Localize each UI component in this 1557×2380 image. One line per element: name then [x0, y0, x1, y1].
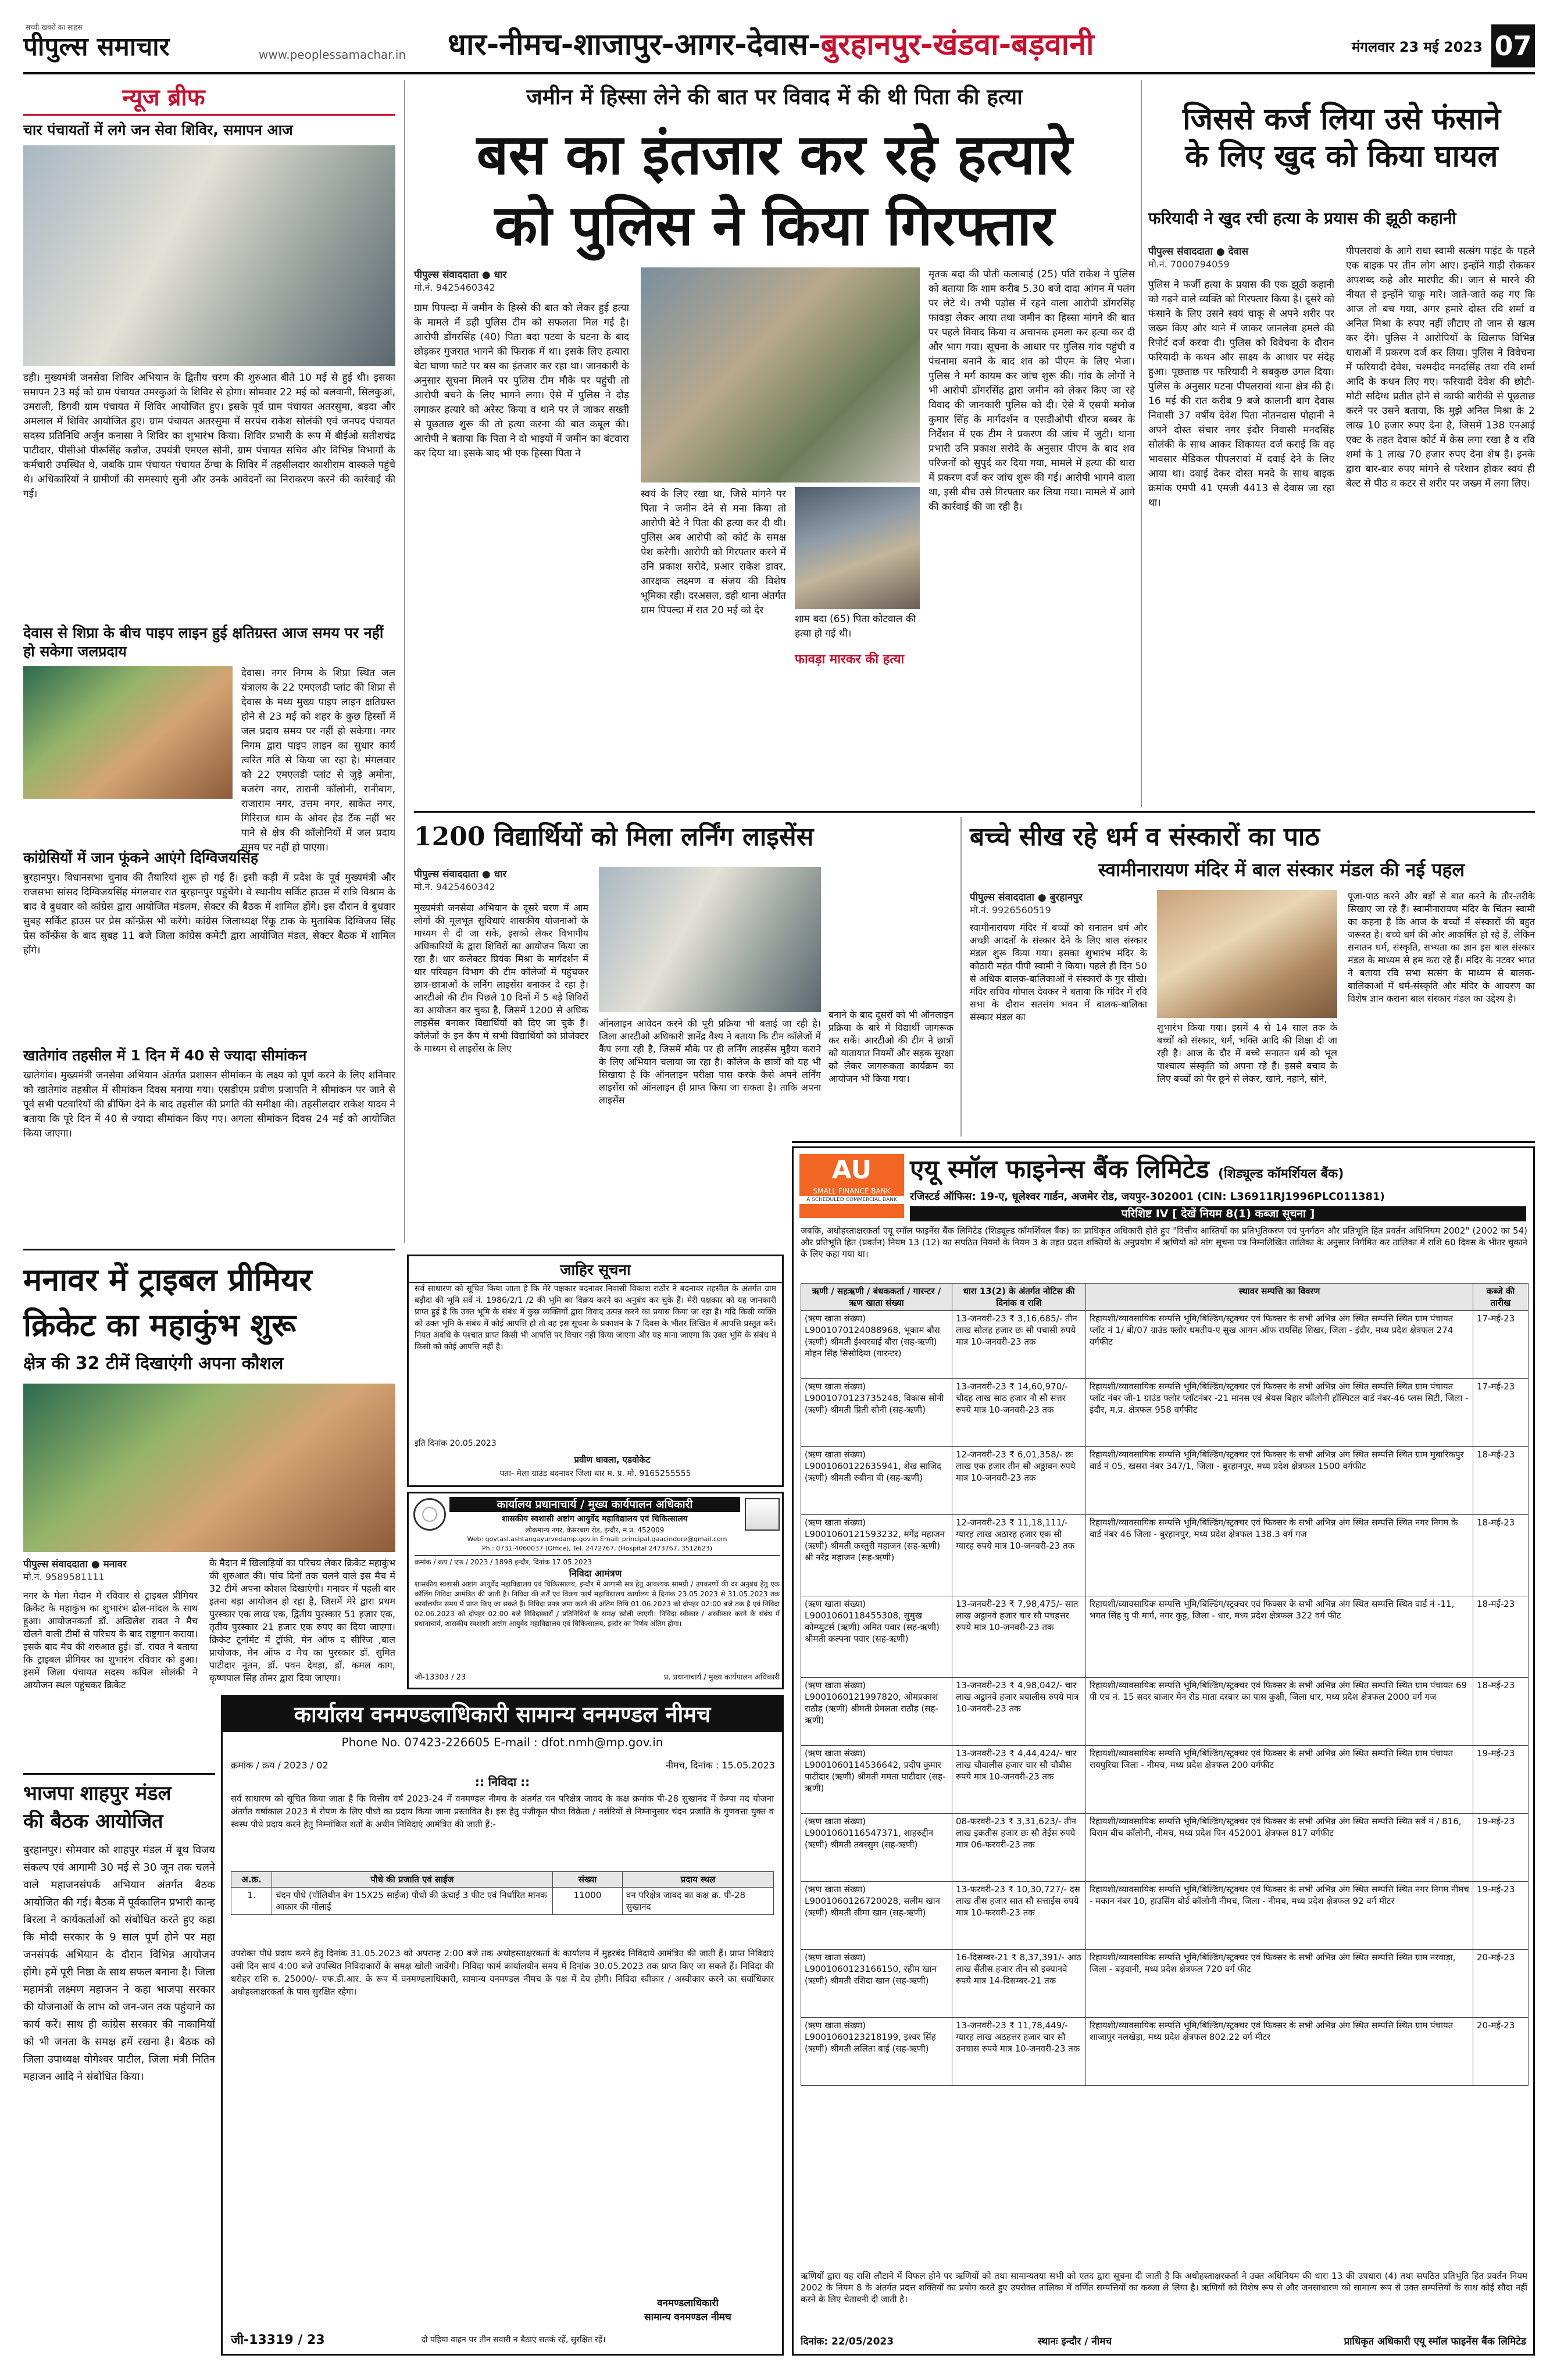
au-sign-place: स्थानः इन्दौर / नीमच [1038, 2336, 1112, 2347]
murder-victim-photo [795, 487, 920, 609]
table-row [801, 1950, 1529, 2018]
notice-date: इति दिनांक 20.05.2023 [415, 1439, 497, 1448]
murder-col-3: मृतक बदा की पोती कलाबाई (25) पति राकेश ने पुलिस को बताया कि शाम करीब 5.30 बजे दादा आंगन में पलंग पर लेटे थे। तभी पड़ोस में रहने वाला आरोपी डोंगरसिंह फावड़ा लेकर आया तथा जमीन का हिस्सा मांगने की बात पर पहले विवाद किया व अचानक हमला कर हत्या कर दी और भाग गया। सूचना के आधार पर पुलिस गांव पहुंची व पंचनामा बनाने के बाद शव को पीएम के लिए भेजा। पुलिस ने मर्ग कायम कर जांच शुरू की। गांव के लोगों ने भी आरोपी डोंगरसिंह द्वारा जमीन को लेकर किए जा रहे विवाद की जानकारी पुलिस को दी। ऐसे में एसपी मनोज कुमार सिंह के मार्गदर्शन व एसडीओपी धीरज बब्बर के निर्देशन में एक टीम ने प्रकरण की जांच में जुटी। थाना प्रभारी उनि प्रकाश सरोदे के अनुसार पीएम के बाद शव परिजनों को सुपुर्द कर दिया गया, मामले में हत्या की धारा में प्रकरण दर्ज कर जांच शुरू की गई। आरोपी भागने वाला था, इसी बीच उसे गिरफ्तार कर लिया गया। मामले में आगे की कार्रवाई की जा रही है। [929, 269, 1135, 513]
notice-body: सर्व साधारण को सूचित किया जाता है कि मेरे पक्षकार बदनावर निवासी विकाश राठौर ने बदनावर तहसील के अंतर्गत ग्राम बड़ौदा की भूमि सर्वे नं. 1986/2/1 /2 की भूमि का विक्रय करने का अनुबंध कर चुके हैं। मेरी पक्षकार को यह जानकारी प्राप्त हुई है कि उक्त भूमि के संबंध में कुछ व्यक्तियों द्वारा विवाद उत्पन्न करने का प्रयास किया जा रहा है। यदि किसी व्यक्ति को उक्त भूमि के संबंध में कोई आपत्ति हो तो वह इस सूचना के प्रकाशन के 7 दिवस के भीतर लिखित में आपत्ति प्रस्तुत करें। नियत अवधि के पश्चात प्राप्त किसी भी आपत्ति पर विचार नहीं किया जाएगा और यह माना जाएगा कि उक्त भूमि के संबंध में किसी को कोई आपत्ति नहीं है। [415, 1284, 776, 1352]
bjp-headline-1: भाजपा शाहपुर मंडल [23, 1782, 172, 1805]
loan-col-2: पीपलरावां के आगे राधा स्वामी सत्संग पाइंट के पहले एक बाइक पर तीन लोग आए। इन्होंने गाड़ी रोककर अपशब्द कहे और मारपीट की। जान से मारने की नीयत से इन्होंने चाकू मारे। जाते-जाते कह गए कि आज तो बच गया, अगर हमारे दोस्त रवि शर्मा व अनिल मिश्रा के रुपए नहीं लौटाए तो जान से खत्म कर देंगे। पुलिस ने आरोपियों के खिलाफ विभिन्न धाराओं में प्रकरण दर्ज कर लिया। पुलिस ने विवेचना में फरियादी देवेश, चश्मदीद मनदसिंह तथा रवि शर्मा आदि के कथन लिए गए। फरियादी देवेश की छोटी-मोटी सदिग्ध प्रतीत होने से काफी बारीकी से पूछताछ करने पर उसने बताया, कि मुझे अनिल मिश्रा के 2 लाख 10 हजार रुपए देना है, जिसमें 138 एनआई एक्ट के तहत देवास कोर्ट में केस लगा रखा है व रवि शर्मा के 1 लाख 70 हजार रुपए देना शेष है। इनके द्वारा बार-बार रुपए मांगने से परेशान होकर स्वयं ही बेल्ट से पीठ व कटर से शरीर पर जख्म में लगा लिए। [1346, 245, 1535, 489]
byline-place: बुरहानपुर [1049, 892, 1083, 903]
cricket-headline-1: मनावर में ट्राइबल प्रीमियर [23, 1261, 312, 1298]
property-cell: रिहायशी/व्यावसायिक सम्पत्ति भूमि/बिल्डिंग/स्ट्रक्चर एवं फिक्सर के सभी अभिन्न अंग स्थित सम्पत्ति स्थित ग्राम पंचायत शाजापुर नलखेड़ा, मध्य प्रदेश क्षेत्रफल 802.22 वर्ग मीटर [1086, 2018, 1473, 2086]
cricket-deck: क्षेत्र की 32 टीमें दिखाएंगी अपना कौशल [23, 1353, 284, 1374]
brief-3-headline: कांग्रेसियों में जान फूंकने आएंगे दिग्विजयसिंह [23, 849, 259, 866]
cricket-col-2: के मैदान में खिलाड़ियों का परिचय लेकर क्रिकेट महाकुंभ की शुरुआत की। पांच दिनों तक चलने वाले इस मैच में 32 टीमें अपना कौशल दिखाएंगी। मनावर में पहली बार इतना बड़ा आयोजन हो रहा है, जिसमें मेरे द्वारा प्रथम पुरस्कार एक लाख एक, द्वितीय पुरस्कार 51 हजार एक, तृतीय पुरस्कार 21 हजार एक रुपए का दिया जाएगा। क्रिकेट टूर्नामेंट में ट्रॉफी, मेन ऑफ द सीरिज ,बाल प्रायोजक, मेन ऑफ द मैच का पुरस्कार डॉ. सुमित पाटीदार नूतन, डॉ. पवन देवड़ा, डॉ. कमल काग, कृष्णपाल सिंह तोमर द्वारा दिया जाएगा। [209, 1557, 395, 1684]
temple-deck: स्वामीनारायण मंदिर में बाल संस्कार मंडल की नई पहल [1098, 859, 1465, 881]
murder-kicker: जमीन में हिस्सा लेने की बात पर विवाद में की थी पिता की हत्या [526, 84, 1023, 109]
borrower-cell: (ऋण खाता संख्या) L9001060118455308, सुमुख कोम्प्युटर्स (ऋणी) अमित पवार (सह-ऋणी) श्रीमती कल्पना पवार (सह-ऋणी) [801, 1596, 952, 1678]
notice-cell: 13-जनवरी-23 ₹ 4,98,042/- चार लाख अट्ठानवे हजार बयालीस रुपये मात्र 10-जनवरी-23 तक [952, 1678, 1086, 1746]
bjp-body: बुरहानपुर। सोमवार को शाहपुर मंडल में बूथ विजय संकल्प एवं आगामी 30 मई से 30 जून तक चलने वाले महाजनसंपर्क अभियान अंतर्गत बैठक आयोजित की गई। बैठक में पूर्वकालिन प्रभारी कान्ह बिरला ने कार्यकर्ताओं को संबोधित करते हुए कहा कि मोदी सरकार के 9 साल पूर्ण होने पर महा जनसंपर्क अभियान के दौरान विभिन्न आयोजन होंगे। हमें पूरी निष्ठा के साथ सफल बनाना है। जिला महामंत्री लक्ष्मण महाजन ने कहा भाजपा सरकार की योजनाओं के लाभ को जन-जन तक पहुंचाने का कार्य करें। साथ ही कांग्रेस सरकार की नाकामियों को भी जनता के समक्ष हमें रखना है। बैठक को जिला उपाध्यक्ष योगेश्वर पाटील, जिला मंत्री नितिन महाजन आदि ने संबोधित किया। [23, 1844, 216, 2083]
au-bank-name [910, 1153, 1526, 1191]
forest-table-header [231, 1872, 774, 1888]
byline-phone: मो.नं. 9589581111 [23, 1571, 105, 1582]
page-number: 07 [1491, 24, 1535, 67]
notice-signer: प्रवीण धावला, एडवोकेट [574, 1455, 651, 1465]
forest-footer-note: दो पहिया वाहन पर तीन सवारी न बैठाएं सतर्क रहें, सुरक्षित रहें। [421, 2335, 606, 2345]
loan-byline-block: पीपुल्स संवाददाता ● देवास मो.नं. 7000794059 [1148, 244, 1334, 270]
bank-name-suffix: (शिड्यूल्ड कॉमर्शियल बैंक) [1217, 1167, 1344, 1181]
bjp-story [23, 1778, 215, 2356]
property-cell: रिहायशी/व्यावसायिक सम्पत्ति भूमि/बिल्डिंग/स्ट्रक्चर एवं फिक्सर के सभी अभिन्न अंग स्थित सम्पत्ति स्थित ग्राम मुबारिकपुर वार्ड नं 05, खसरा नंबर 347/1, जिला - बुरहानपुर, मध्य प्रदेश क्षेत्रफल 1500 वर्गफीट [1086, 1447, 1473, 1515]
license-headline: 1200 विद्यार्थियों को मिला लर्निंग लाइसेंस [414, 822, 814, 852]
possession-date-cell: 19-मई-23 [1473, 1746, 1529, 1814]
header-date: कब्जे की तारीख [1473, 1284, 1529, 1311]
possession-date-cell: 17-मई-23 [1473, 1379, 1529, 1447]
murder-photo-caption: फावड़ा मारकर की हत्या [795, 652, 905, 667]
byline-name: पीपुल्स संवाददाता [414, 869, 478, 880]
table-row [801, 1379, 1529, 1447]
forest-body: उपरोक्त पौधे प्रदाय करने हेतु दिनांक 31.05.2023 को अपरान्ह 2:00 बजे तक अधोहस्ताक्षरकर्ता के कार्यालय में मुहरबंद निविदायें आमंत्रित की जाती हैं। प्राप्त निविदाएं उसी दिन सायं 4:00 बजे उपस्थित निविदाकारों के समक्ष खोली जावेंगी। निविदा फार्म कार्यालयीन समय में दिनांक 30.05.2023 तक प्राप्त किए जा सकते हैं। निविदा की धरोहर राशि रु. 25000/- एफ.डी.आर. के रूप में वनमण्डलाधिकारी, सामान्य वनमण्डल नीमच के पक्ष में देय होगी। निविदा स्वीकार / अस्वीकार करने का सर्वाधिकार अधोहस्ताक्षरकर्ता के पास सुरक्षित रहेगा। [231, 1948, 774, 1997]
forest-table [231, 1871, 774, 1915]
forest-title: कार्यालय वनमण्डलाधिकारी सामान्य वनमण्डल नीमच [223, 1697, 782, 1732]
left-rule-2 [23, 1249, 395, 1250]
temple-col-1: स्वामीनारायण मंदिर में बच्चों को सनातन धर्म और अच्छी आदतों के संस्कार देने के लिए बाल संस्कार मंडल शुरू किया गया। इसका शुभारंभ मंदिर के कोठारी महंत पीपी स्वामी ने किया। पहले ही दिन 50 से अधिक बालक-बालिकाओं ने संस्कारों के गुर सीखे। मंदिर सचिव गोपाल देवकर ने बताया कि मंदिर में रवि सभा के दौरान सतसंग भवन में बालक-बालिका संस्कार मंडल का [970, 922, 1147, 1023]
region-black: धार-नीमच-शाजापुर-आगर-देवास- [448, 27, 821, 62]
notice-cell: 13-जनवरी-23 ₹ 4,44,424/- चार लाख चौवालीस हजार चार सौ चौबीस रुपये मात्र 10-जनवरी-23 तक [952, 1746, 1086, 1814]
au-bank-ad [792, 1146, 1535, 2356]
region-red: बुरहानपुर-खंडवा-बड़वानी [820, 27, 1094, 62]
notice-cell: 13-फरवरी-23 ₹ 10,30,727/- दस लाख तीस हजार सात सौ सत्ताईस रुपये मात्र 10-फरवरी-23 तक [952, 1882, 1086, 1950]
murder-loan-divider [1141, 80, 1142, 807]
murder-col-1: ग्राम पिपल्दा में जमीन के हिस्से की बात को लेकर हुई हत्या के मामले में डही पुलिस टीम को सफलता मिल गई है। आरोपी डोंगरसिंह (40) पिता बदा पटवा के घटना के बाद छोड़कर गुजरात भागने की फिराक में था। इसके लिए हत्यारा बेटा घाणा फाटे पर बस का इंतजार कर रहा था। जानकारी के अनुसार सूचना मिलने पर पुलिस टीम मौके पर पहुंची तो आरोपी बचने के लिए भागने लगा। ऐसे में पुलिस ने दौड़ लगाकर हत्यारे को अरेस्ट किया व थाने पर ले जाकर सख्ती से पूछताछ शुरू की तो हत्या करना की बात कबूल की। आरोपी ने बताया कि पिता ने दो भाइयों में जमीन का बंटवारा कर दिया था। इसके बाद भी एक हिस्सा पिता ने [414, 302, 629, 459]
borrower-cell: (ऋण खाता संख्या) L9001060116547371, शाहरुद्दीन (ऋणी) श्रीमती तबस्सुम (सह-ऋणी) [801, 1814, 952, 1882]
au-logo-sub: SMALL FINANCE BANK [813, 1187, 891, 1195]
ayush-logo-icon [745, 1498, 780, 1531]
possession-date-cell: 18-मई-23 [1473, 1447, 1529, 1515]
au-footer: ऋणियों द्वारा यह राशि लौटाने में विफल होने पर ऋणियों को तथा सामान्यतया सभी को एतद द्वारा सूचना दी जाती है कि अधोहस्ताक्षरकर्ता ने उक्त अधिनियम की धारा 13 की उपधारा (4) तथा सपठित प्रतिभूति हित प्रवर्तन नियम 2002 के नियम 8 के अंतर्गत प्रदत्त शक्तियों का प्रयोग करते हुए उपरोक्त तालिका में वर्णित सम्पत्तियों का कब्जा ले लिया है। ऋणियों को विशेष रूप से और जनसाधारण को सामान्य रूप से उक्त सम्पत्तियों के साथ कोई सौदा नहीं करने के लिए चेतावनी दी जाती है। [801, 2271, 1527, 2304]
property-cell: रिहायशी/व्यावसायिक सम्पत्ति भूमि/बिल्डिंग/स्ट्रक्चर एवं फिक्सर के सभी अभिन्न अंग स्थित सम्पत्ति स्थित नगर निगम के वार्ड नंबर 46 जिला - बुरहानपुर, मध्य प्रदेश क्षेत्रफल 138.3 वर्ग गज [1086, 1515, 1473, 1596]
possession-date-cell: 17-मई-23 [1473, 1311, 1529, 1379]
ayurveda-signer: प्र. प्रधानाचार्य / मुख्य कार्यपालन अधिकारी [664, 1673, 780, 1682]
byline-place: मनावर [103, 1559, 127, 1570]
table-row [801, 1311, 1529, 1379]
table-row [801, 1678, 1529, 1746]
license-byline-block: पीपुल्स संवाददाता ● धार मो.नं. 9425460342 [414, 867, 600, 893]
news-brief-column [23, 80, 395, 1249]
borrower-cell: (ऋण खाता संख्या) L9001060114536642, प्रदीप कुमार पाटीदार (ऋणी) श्रीमती ममता पाटीदार (सह-ऋणी) [801, 1746, 952, 1814]
left-rule-3 [23, 1773, 215, 1775]
temple-col-3: पूजा-पाठ करने और बड़ों से बात करने के तौर-तरीके सिखाए जा रहे हैं। स्वामीनारायण मंदिर के चिंतन स्वामी का कहना है कि आज के बच्चों में संस्कारों की बहुत जरूरत है। बच्चे धर्म की ओर आकर्षित हो रहे हैं, लेकिन सनातन धर्म, संस्कृति, सभ्यता का ज्ञान इस बाल संस्कार मंडल के माध्यम से हम करा रहे हैं। मंदिर के नटवर भगत ने बताया रवि सभा सत्संग के माध्यम से बालक-बालिकाओं में धर्म-संस्कृति और मंदिर के आचरण का विशेष ज्ञान कराना बाल संस्कार मंडल का उद्देश्य है। [1348, 891, 1535, 1004]
au-sign-by: प्राधिकृत अधिकारी एयू स्मॉल फाइनेंस बैंक लिमिटेड [1344, 2336, 1526, 2347]
ayurveda-phones: Ph.: 0731-4060037 (Office), Tel. 2472767, (Hospital 2473767, 3512623) [481, 1545, 713, 1552]
forest-ref-left: क्रमांक / क्रय / 2023 / 02 [231, 1760, 328, 1771]
brief-3-body: बुरहानपुर। विधानसभा चुनाव की तैयारियां शुरू हो गई हैं। इसी कड़ी में प्रदेश के पूर्व मुख्यमंत्री और राजसभा सांसद दिग्विजयसिंह मंगलवार रात बुरहानपुर पहुंचेंगे। वे स्थानीय सर्किट हाउस में रात्रि विश्राम के बाद वे बुधवार को कांग्रेस द्वारा आयोजित मंडलम, सेक्टर की बैठक में शामिल होंगे। इस दौरान वे बुधवार सुबह सर्किट हाउस पर प्रेस कॉन्फ्रेंस भी करेंगे। कांग्रेस जिलाध्यक्ष रिंकू टाक के मुताबिक दिग्विजय सिंह प्रेस कॉन्फ्रेंस के बाद सुबह 11 बजे जिला कांग्रेस कमेटी द्वारा आयोजित मंडल, सेक्टर बैठक में शामिल होंगे। [23, 872, 395, 956]
ayurveda-contacts: Web: govtasl.ashtangayurvedamp.gov.in Email: principal.gaacindore@gmail.com [467, 1535, 727, 1543]
au-intro: जबकि, अधोहस्ताक्षरकर्ता एयू स्मॉल फाइनेंस बैंक लिमिटेड (शिड्यूल्ड कॉमर्शियल बैंक) का प्राधिकृत अधिकारी होते हुए "वित्तीय आस्तियों का प्रतिभूतिकरण एवं पुनर्गठन और प्रतिभूति हित प्रवर्तन अधिनियम 2002" (2002 का 54) और प्रतिभूति हित (प्रवर्तन) नियम 13 (12) का सपठित नियमों के नियम 3 के तहत प्रदत्त शक्तियों के अनुप्रयोग में ऋणियों को मांग सूचना पत्र निम्नलिखित तालिका के अनुसार निर्गमित कर तालिका में राशि 60 दिवस के भीतर चुकाने के लिए कहा गया था। [801, 1225, 1527, 1259]
property-cell: रिहायशी/व्यावसायिक सम्पत्ति भूमि/बिल्डिंग/स्ट्रक्चर एवं फिक्सर के सभी अभिन्न अंग स्थित सम्पत्ति स्थित नगर निगम नीमच - मकान नंबर 10, हाउसिंग बोर्ड कॉलोनी नीमच, जिला - नीमच, मध्य प्रदेश क्षेत्रफल 92 वर्ग मीटर [1086, 1882, 1473, 1950]
au-sign-date: दिनांक: 22/05/2023 [801, 2336, 894, 2347]
byline-phone: मो.नं. 9425460342 [414, 282, 495, 293]
header-serial: अ.क्र. [231, 1872, 272, 1888]
byline-phone: मो.नं. 7000794059 [1148, 259, 1230, 270]
au-registered-office: रजिस्टर्ड ऑफिस: 19-ए, धूलेश्वर गार्डन, अजमेर रोड, जयपुर-302001 (CIN: L36911RJ1996PLC011381) [910, 1191, 1385, 1203]
loan-headline-2: के लिए खुद को किया घायल [1185, 138, 1498, 174]
quantity-cell: 11000 [553, 1888, 623, 1915]
byline-name: पीपुल्स संवाददाता [1148, 246, 1213, 258]
brief-4-body: खातेगांव। मुख्यमंत्री जनसेवा अभियान अंतर्गत प्रशासन सीमांकन के लक्ष्य को पूर्ण करने के लिए शनिवार को खातेगांव तहसील में सीमांकन दिवस मनाया गया। एसडीएम प्रवीण प्रजापति ने सीमांकन पर जाने से पूर्व सभी पटवारियों की ब्रीफिंग देने के बाद तहसील की प्रगति की समीक्षा की। तहसीलदार राकेश यादव ने बताया कि पूरे दिन में 40 से ज्यादा सीमांकन किए गए। अगला सीमांकन दिवस 24 मई को आयोजित किया जाएगा। [23, 1070, 395, 1139]
header-borrower: ऋणी / सहऋणी / बंधककर्ता / गारन्टर / ऋण खाता संख्या [801, 1284, 952, 1311]
notice-cell: 13-जनवरी-23 ₹ 7,98,475/- सात लाख अट्ठानवे हजार चार सौ पचहत्तर रुपये मात्र 10-जनवरी-23 तक [952, 1596, 1086, 1678]
temple-headline: बच्चे सीख रहे धर्म व संस्कारों का पाठ [970, 822, 1320, 852]
property-cell: रिहायशी/व्यावसायिक सम्पत्ति भूमि/बिल्डिंग/स्ट्रक्चर एवं फिक्सर के सभी अभिन्न अंग स्थित सम्पत्ति स्थित ग्राम नरवाड़ा, जिला - बड़वानी, मध्य प्रदेश क्षेत्रफल 720 वर्ग फीट [1086, 1950, 1473, 2018]
table-row [801, 2018, 1529, 2086]
notice-cell: 13-जनवरी-23 ₹ 14,60,970/- चौदह लाख साठ हजार नौ सौ सत्तर रुपये मात्र 10-जनवरी-23 तक [952, 1379, 1086, 1447]
murder-headline-1: बस का इंतजार कर रहे हत्यारे [476, 121, 1073, 187]
murder-col-2: स्वयं के लिए रखा था, जिसे मांगने पर पिता ने जमीन देने से मना किया तो आरोपी बेटे ने पिता की हत्या कर दी थी। पुलिस अब आरोपी को कोर्ट के समक्ष पेश करेगी। आरोपी को गिरफ्तार करने में उनि प्रकाश सरोदे, प्रआर राकेश डावर, आरक्षक लक्ष्मण व संजय की विशेष भूमिका रही। दरअसल, डही थाना अंतर्गत ग्राम पिपल्दा में रात 20 मई को देर [641, 488, 786, 616]
license-col-1: मुख्यमंत्री जनसेवा अभियान के दूसरे चरण में आम लोगों की मूलभूत सुविधाएं शासकीय योजनाओं के माध्यम से दी जा सके, इसको लेकर विभागीय अधिकारियों के द्वारा शिविरों का आयोजन किया जा रहा है। धार कलेक्टर प्रियंक मिश्रा के मार्गदर्शन में धार परिवहन विभाग की टीम कॉलेजों में पहुंचकर छात्र-छात्राओं के लर्निंग लाइसेंस बनाकर दे रहा है। आरटीओ की टीम पिछले 10 दिनों में 5 बड़े शिविरों का आयोजन कर चुका है, जिसमें 1200 से अधिक लाइसेंस बनाकर विद्यार्थियों को दिए जा चुके हैं। कॉलेजों के इन कैंप में सभी विद्यार्थियों को प्रोजेक्टर के माध्यम से लाइसेंस के लिए [414, 902, 588, 1054]
notice-cell: 16-दिसम्बर-21 ₹ 8,37,391/- आठ लाख सैंतीस हजार तीन सौ इक्यानवे रुपये मात्र 14-दिसम्बर-21 तक [952, 1950, 1086, 2018]
forest-intro: सर्व साधारण को सूचित किया जाता है कि वित्तीय वर्ष 2023-24 में वनमण्डल नीमच के अंतर्गत वन परिक्षेत्र जावद के कक्ष क्रमांक पी-28 सुखानंद में केम्पा मद योजना अंतर्गत वर्षाकाल 2023 में रोपण के लिए पौधों का प्रदाय किया जाना प्रस्तावित है। इस हेतु पंजीकृत पौधा विक्रेता / नर्सरियों से निम्नानुसार चंदन प्रजाति के गुणवत्ता युक्त व स्वस्थ पौधे प्रदाय करने हेतु निम्नांकित शर्तों के अधीन निविदाएं आमंत्रित की जाती हैं:- [231, 1793, 774, 1829]
public-notice-ad [407, 1255, 784, 1487]
serial-cell: 1. [231, 1888, 272, 1915]
property-cell: रिहायशी/व्यावसायिक सम्पत्ति भूमि/बिल्डिंग/स्ट्रक्चर एवं फिक्सर के सभी अभिन्न अंग स्थित सम्पत्ति स्थित ग्राम पंचायत प्लॉट नं 1/ बी/07 ग्राउंड फ्लोर धमतीय-ए सुख आगन ऑफ रायसिंह शिखर, जिला - इंदौर, मध्य प्रदेश क्षेत्रफल 274 वर्गफीट [1086, 1311, 1473, 1379]
cricket-headline-2: क्रिकेट का महाकुंभ शुरू [23, 1306, 297, 1343]
news-brief-title: न्यूज ब्रीफ [122, 84, 205, 111]
brief-title-rule [23, 114, 395, 116]
license-temple-divider [960, 817, 962, 1137]
notice-cell: 12-जनवरी-23 ₹ 6,01,358/- छः लाख एक हजार तीन सौ अठ्ठावन रुपये मात्र 10-जनवरी-23 तक [952, 1447, 1086, 1515]
site-url[interactable]: www.peoplessamachar.in [259, 48, 406, 62]
loan-col-1: पुलिस ने फर्जी हत्या के प्रयास की एक झूठी कहानी को गढ़ने वाले व्यक्ति को गिरफ्तार किया है। दूसरे को फंसाने के लिए उसने स्वयं चाकू से अपने शरीर पर जख्म किए और थाने में जाकर जानलेवा हमले की रिपोर्ट दर्ज करवा दी। पुलिस को विवेचना के दौरान फरियादी के कथन और साक्ष्य के आधार पर संदेह हुआ। पूछताछ पर फरियादी ने सबकुछ उगल दिया। पुलिस के अनुसार घटना पीपलरावां थाना क्षेत्र की है। 16 मई की रात करीब 9 बजे कालानी बाग देवास निवासी 37 वर्षीय देवेश पिता नोतनदास पोहानी ने अपने दोस्त संचार नगर इंदौर निवासी मनदसिंह सोलंकी के साथ आकर शिकायत दर्ज कराई कि वह भावसार मेडिकल पीपलरावां में दवाई देने के लिए आया था। दवाई देकर दोस्त मनदे के साथ बाइक क्रमांक एमपी 41 एमजी 4413 से देवास जा रहा था। [1148, 279, 1334, 509]
header-notice: धारा 13(2) के अंतर्गत नोटिस की दिनांक व राशि [952, 1284, 1086, 1311]
possession-date-cell: 20-मई-23 [1473, 2018, 1529, 2086]
table-row [801, 1447, 1529, 1515]
region-banner [448, 26, 1320, 64]
byline-place: धार [494, 869, 507, 880]
header-location: प्रदाय स्थल [623, 1872, 774, 1888]
borrower-cell: (ऋण खाता संख्या) L9001060123166150, रहीम खान (ऋणी) श्रीमती रशिदा खान (सह-ऋणी) [801, 1950, 952, 2018]
borrower-cell: (ऋण खाता संख्या) L9001060122635941, शेख साजिद (ऋणी) श्रीमती रुबीना बी (सह-ऋणी) [801, 1447, 952, 1515]
table-row [801, 1596, 1529, 1678]
property-cell: रिहायशी/व्यावसायिक सम्पत्ति भूमि/बिल्डिंग/स्ट्रक्चर एवं फिक्सर के सभी अभिन्न अंग स्थित सम्पत्ति स्थित ग्राम पंचायत प्लॉट नंबर जी-1 ग्राउंड फ्लोर प्लॉटनंबर -21 मानस एवं श्रेयस बिहार कॉलोनी हॉस्पिटल वार्ड नंबर-46 प्लस सिटी, जिला - इंदौर, म.प्र. क्षेत्रफल 958 वर्गफीट [1086, 1379, 1473, 1447]
cricket-photo [23, 1384, 395, 1552]
borrower-cell: (ऋण खाता संख्या) L9001070123735248, विकास सोनी (ऋणी) श्रीमती प्रिती सोनी (सह-ऋणी) [801, 1379, 952, 1447]
license-col-3: बनाने के बाद दूसरों को भी ऑनलाइन प्रक्रिया के बारे में विद्यार्थी जागरूक कर सकें। आरटीओ की टीम ने छात्रों को यातायात नियमों और सड़क सुरक्षा को लेकर जागरूकता कार्यक्रम का आयोजन भी किया गया। [829, 1009, 954, 1084]
property-cell: रिहायशी/व्यावसायिक सम्पत्ति भूमि/बिल्डिंग/स्ट्रक्चर एवं फिक्सर के सभी अभिन्न अंग स्थित सम्पत्ति स्थित वार्ड नं -11, भगत सिंह यु पी मार्ग, नगर कुट्ट, जिला - धार, मध्य प्रदेश क्षेत्रफल 322 वर्ग फीट [1086, 1596, 1473, 1678]
notice-title: जाहिर सूचना [409, 1259, 782, 1283]
header-quantity: संख्या [553, 1872, 623, 1888]
table-row [801, 1882, 1529, 1950]
byline-place: धार [494, 269, 507, 281]
forest-signer-2: सामान्य वनमण्डल नीमच [644, 2311, 731, 2323]
possession-date-cell: 18-मई-23 [1473, 1596, 1529, 1678]
paper-logo [23, 22, 256, 70]
species-cell: चंदन पौधे (पॉलिथीन बेग 15X25 साईज) पौधों की ऊंचाई 3 फीट एवं निर्धारित मानक आकार की गोलाई [272, 1888, 553, 1915]
license-story [414, 817, 821, 1137]
forest-signer-1: वनमण्डलाधिकारी [657, 2297, 719, 2309]
brief-1-photo [23, 145, 395, 366]
table-row [801, 1814, 1529, 1882]
temple-col-2: शुभारंभ किया गया। इसमें 4 से 14 साल तक के बच्चों को संस्कार, धर्म, भक्ति आदि की शिक्षा दी जा रही है। आज के दौर में बच्चे सनातन धर्म को भूल पाश्चात्य संस्कृति को अपना रहे हैं। इससे बचाव के लिए बच्चों को पैर छूने से लेकर, खाने, नहाने, सोने, [1157, 1022, 1337, 1084]
possession-date-cell: 18-मई-23 [1473, 1678, 1529, 1746]
bjp-headline-2: की बैठक आयोजित [23, 1810, 163, 1833]
ayurveda-title: कार्यालय प्रधानाचार्य / मुख्य कार्यपालन अधिकारी [449, 1497, 740, 1512]
table-row [801, 1515, 1529, 1596]
table-row [801, 1746, 1529, 1814]
masthead [23, 22, 1535, 70]
brief-1-headline: चार पंचायतों में लगे जन सेवा शिविर, समापन आज [23, 121, 293, 138]
notice-address: पता- मेला ग्राउंड बदनावर जिला धार म. प्र. मो. 9165255555 [499, 1469, 691, 1478]
borrower-cell: (ऋण खाता संख्या) L9001060123218199, इश्वर सिंह (ऋणी) श्रीमती ललिता बाई (सह-ऋणी) [801, 2018, 952, 2086]
temple-story [970, 817, 1535, 1137]
murder-story [414, 80, 1135, 807]
license-photo [599, 867, 821, 1012]
notice-cell: 13-जनवरी-23 ₹ 11,78,449/- ग्यारह लाख अठहत्तर हजार चार सौ उनचास रुपये मात्र 10-जनवरी-23 तक [952, 2018, 1086, 2086]
ayurveda-address: लोकमान्य नगर, केसरबाग रोड, इन्दौर, म.प्र. 452009 [525, 1526, 665, 1534]
mid-rule-1 [414, 811, 1535, 813]
logo-text: पीपुल्स समाचार [23, 32, 170, 62]
ayurveda-ref2: जी-13303 / 23 [415, 1673, 466, 1682]
header-property: स्थावर सम्पत्ति का विवरण [1086, 1284, 1473, 1311]
byline-name: पीपुल्स संवाददाता [414, 269, 478, 281]
property-cell: रिहायशी/व्यावसायिक सम्पत्ति भूमि/बिल्डिंग/स्ट्रक्चर एवं फिक्सर के सभी अभिन्न अंग स्थित सम्पत्ति स्थित ग्राम पंचायत 69 पी एच नं. 15 सदर बाजार मेन रोड माता दरबार का पास कुक्षी, जिला धार, मध्य प्रदेश क्षेत्रफल 2000 वर्ग गज [1086, 1678, 1473, 1746]
byline-place: देवास [1228, 246, 1248, 258]
issue-date: मंगलवार 23 मई 2023 [1352, 39, 1483, 55]
au-table-header [801, 1284, 1529, 1311]
notice-cell: 08-फरवरी-23 ₹ 3,31,623/- तीन लाख इकतीस हजार छः सौ तेईस रुपये मात्र 06-फरवरी-23 तक [952, 1814, 1086, 1882]
loan-story [1148, 80, 1535, 807]
possession-date-cell: 19-मई-23 [1473, 1882, 1529, 1950]
byline-phone: मो.नं. 9926560519 [970, 905, 1051, 916]
mid-rule-2 [792, 1141, 1535, 1143]
brief-1-body: डही। मुख्यमंत्री जनसेवा शिविर अभियान के द्वितीय चरण की शुरुआत बीते 10 मई से हुई थी। इसका समापन 23 मई को ग्राम पंचायत उमरकुआं के शिविर से होगा। सोमवार 22 मई को बलवानी, सिलकुआं, उमराली, डिगवी ग्राम पंचायत में शिविर आयोजित हुए। इसके पूर्व ग्राम पंचायत अतरसुमा, बड़दा और अमलाल में शिविर आयोजित हुए। ग्राम पंचायत अतरसुमा में सरपंच राकेश सोलंकी एवं जनपद पंचायत सदस्य प्रतिनिधि अर्जुन कनासा ने शिविर का शुभारंभ किया। शिविर प्रभारी के रूप में बीईओ सतीशचंद्र पाटीदार, पीसीओ पीरूसिंह कन्नौज, उपयंत्री एमएल सोनी, ग्राम पंचायत सचिव और विभिन्न विभागों के कर्मचारी उपस्थित थे, जबकि ग्राम पंचायत पंचायत ठेंग्चा के शिविर में तहसीलदार काशीराम वास्कले पहुंचे थे। अधिकारियों ने ग्रामीणों की समस्याएं सुनी और उनके आवेदनों का निराकरण करने की कार्रवाई की गई। [23, 372, 395, 500]
ayurveda-tender-ad [407, 1492, 784, 1689]
loan-deck: फरियादी ने खुद रची हत्या के प्रयास की झूठी कहानी [1148, 209, 1456, 228]
borrower-cell: (ऋण खाता संख्या) L9001060121593232, मगेंद्र महाजन (ऋणी) श्रीमती कस्तुरी महाजन (सह-ऋणी) श्री नरेंद्र महाजन (सह-ऋणी) [801, 1515, 952, 1596]
borrower-cell: (ऋण खाता संख्या) L9001060126720028, सलीम खान (ऋणी) श्रीमती सीमा खान (सह-ऋणी) [801, 1882, 952, 1950]
murder-headline-2: को पुलिस ने किया गिरफ्तार [494, 192, 1055, 258]
victim-inset-text: शाम बदा (65) पिता कोटवाल की हत्या हो गई थी। [795, 613, 916, 639]
forest-ref-right: नीमच, दिनांक : 15.05.2023 [665, 1760, 775, 1771]
forest-ref2: जी-13319 / 23 [231, 2333, 325, 2347]
brief-4-headline: खातेगांव तहसील में 1 दिन में 40 से ज्यादा सीमांकन [23, 1047, 307, 1064]
left-column-divider [404, 80, 405, 1243]
bank-name-text: एयू स्मॉल फाइनेन्स बैंक लिमिटेड [910, 1155, 1209, 1184]
emblem-icon [413, 1498, 446, 1531]
ayurveda-subtitle: शासकीय स्वशासी अष्टांग आयुर्वेद महाविद्यालय एवं चिकित्सालय [502, 1514, 688, 1524]
au-notice-table [801, 1283, 1529, 2086]
temple-photo [1157, 890, 1337, 1018]
temple-byline-block: पीपुल्स संवाददाता ● बुरहानपुर मो.नं. 9926560519 [970, 890, 1150, 916]
header-species: पौधे की प्रजाति एवं साईज [272, 1872, 553, 1888]
ayurveda-ref: क्रमांक / क्रय / एफ / 2023 / 1898 इन्दौर, दिनांक 17.05.2023 [415, 1555, 780, 1567]
byline-phone: मो.नं. 9425460342 [414, 881, 495, 892]
cricket-byline-block: पीपुल्स संवाददाता ● मनावर मो.नं. 9589581111 [23, 1557, 198, 1583]
ayurveda-body: शासकीय स्वशासी अष्टांग आयुर्वेद महाविद्यालय एवं चिकित्सालय, इन्दौर में आगामी सत्र हेतु आवश्यक सामग्री / उपकरणों की दर अनुबंध हेतु एक कॉलिंग निविदा आमंत्रित की जाती है। निविदा की शर्तें एवं विक्रय फार्म महाविद्यालय कार्यालय से दिनांक 23.05.2023 से 31.05.2023 तक कार्यालयीन समय में प्राप्त किए जा सकते हैं। निविदा प्रपत्र जमा करने की अंतिम तिथि 01.06.2023 को दोपहर 02:00 बजे तक है एवं निविदा 02.06.2023 को दोपहर 02:00 बजे निविदाकारों / प्रतिनिधियों के समक्ष खोली जाएगी। निविदा स्वीकार / अस्वीकार करने के संबंध में प्रधानाचार्य, शासकीय स्वशासी अष्टांग आयुर्वेद महाविद्यालय एवं चिकित्सालय, इन्दौर का निर्णय अंतिम होगा। [415, 1580, 780, 1628]
murder-col-2b [795, 673, 920, 807]
property-cell: रिहायशी/व्यावसायिक सम्पत्ति भूमि/बिल्डिंग/स्ट्रक्चर एवं फिक्सर के सभी अभिन्न अंग स्थित सम्पत्ति स्थित सर्वे नं / 816, विराम बीच कॉलोनी, नीमच, मध्य प्रदेश पिन 452001 क्षेत्रफल 817 वर्गफीट [1086, 1814, 1473, 1882]
forest-contact: Phone No. 07423-226605 E-mail : dfot.nmh@mp.gov.in [341, 1735, 663, 1749]
au-logo: AU [831, 1155, 872, 1185]
byline-name: पीपुल्स संवाददाता [970, 892, 1034, 903]
possession-date-cell: 19-मई-23 [1473, 1814, 1529, 1882]
location-cell: वन परिक्षेत्र जावद का कक्ष क्र. पी-28 सुखानंद [623, 1888, 774, 1915]
possession-date-cell: 20-मई-23 [1473, 1950, 1529, 2018]
forest-tender-ad [221, 1695, 784, 2356]
forest-heading: :: निविदा :: [474, 1775, 530, 1789]
au-logo-tag: A SCHEDULED COMMERCIAL BANK [799, 1196, 904, 1204]
notice-cell: 12-जनवरी-23 ₹ 11,18,111/- ग्यारह लाख अठारह हजार एक सौ ग्यारह रुपये मात्र 10-जनवरी-23 तक [952, 1515, 1086, 1596]
table-row [231, 1888, 774, 1915]
brief-2-body: देवास। नगर निगम के शिप्रा स्थित जल यंत्रालय के 22 एमएलडी प्लांट की शिप्रा से देवास के मध्य मुख्य पाइप लाइन क्षतिग्रस्त होने से 23 मई को शहर के कुछ हिस्सों में जल प्रदाय समय पर नहीं हो सकेगा। नगर निगम द्वारा पाइप लाइन का सुधार कार्य त्वरित गति से किया जा रहा है। मंगलवार को 22 एमएलडी प्लांट से जुड़े अमोना, बजरंग नगर, तारानी कॉलोनी, रानीबाग, राजाराम नगर, उत्तम नगर, साकेत नगर, गिरिराज धाम के ओवर हेड टैंक नहीं भर पाने से क्षेत्र की कॉलोनियों में जल प्रदाय समय पर नहीं हो पाएगा। [241, 667, 395, 853]
murder-byline-block: पीपुल्स संवाददाता ● धार मो.नं. 9425460342 [414, 267, 635, 294]
borrower-cell: (ऋण खाता संख्या) L9001060121997820, ओमप्रकाश राठौड़ (ऋणी) श्रीमती प्रेमलता राठौड़ (सह-ऋणी) [801, 1678, 952, 1746]
possession-date-cell: 18-मई-23 [1473, 1515, 1529, 1596]
brief-2-headline: देवास से शिप्रा के बीच पाइप लाइन हुई क्षतिग्रस्त आज समय पर नहीं हो सकेगा जलप्रदाय [23, 624, 384, 660]
masthead-rule [23, 72, 1535, 74]
logo-tagline: सच्ची खबरों का साहस [26, 23, 83, 31]
ayurveda-heading: निविदा आमंत्रण [569, 1568, 622, 1579]
byline-name: पीपुल्स संवाददाता [23, 1559, 88, 1570]
license-col-2: ऑनलाइन आवेदन करने की पूरी प्रक्रिया भी बताई जा रही है। जिला आरटीओ अधिकारी ज्ञानेंद्र वैश्य ने बताया कि टीम कॉलेजों में कैंप लगा रही है, जिसमें मौके पर ही लर्निंग लाइसेंस मुहैया कराने के लिए अभियान चलाया जा रहा है। कॉलेज के छात्रों को यह भी सिखाया है कि ऑनलाइन परीक्षा पास करके कैसे अपने लर्निंग लाइसेंस को ऑनलाइन ही प्राप्त किया जा सकता है। ताकि अपना लाइसेंस [599, 1018, 821, 1106]
property-cell: रिहायशी/व्यावसायिक सम्पत्ति भूमि/बिल्डिंग/स्ट्रक्चर एवं फिक्सर के सभी अभिन्न अंग स्थित सम्पत्ति स्थित ग्राम पंचायत रायपुरिया जिला - नीमच, मध्य प्रदेश क्षेत्रफल 200 वर्गफीट [1086, 1746, 1473, 1814]
notice-cell: 13-जनवरी-23 ₹ 3,16,685/- तीन लाख सोलह हजार छः सौ पचासी रुपये मात्र 10-जनवरी-23 तक [952, 1311, 1086, 1379]
au-appendix: परिशिष्ट IV [ देखें नियम 8(1) कब्जा सूचना ] [910, 1206, 1526, 1221]
loan-headline-1: जिससे कर्ज लिया उसे फंसाने [1183, 101, 1501, 137]
cricket-col-1: नगर के मेला मैदान में रविवार से ट्राइबल प्रीमियर क्रिकेट के महाकुंभ का शुभारंभ ढोल-मांदल के साथ हुआ। आयोजनकर्ता डॉ. अखिलेश रावत ने मैच खेलने वाली टीमों से परिचय के बाद राष्ट्रगान कराया। इसके बाद मैच की शरुआत हुई। डॉ. रावत ने बताया कि ट्राइबल प्रीमियर का शुभारंभ रविवार को हुआ। इसमें जिला पंचायत सदस्य कपिल सोलंकी ने आयोजन स्थल पहुंचकर क्रिकेट [23, 1590, 198, 1691]
au-logo-box [799, 1154, 904, 1218]
cricket-story [23, 1255, 395, 1772]
borrower-cell: (ऋण खाता संख्या) L9001070124088968, भूकाम बौरा (ऋणी) श्रीमती ईश्वरबाई बौरा (सह-ऋणी) मोहन सिंह सिसोदिया (गारन्टर) [801, 1311, 952, 1379]
murder-photo [641, 267, 920, 483]
